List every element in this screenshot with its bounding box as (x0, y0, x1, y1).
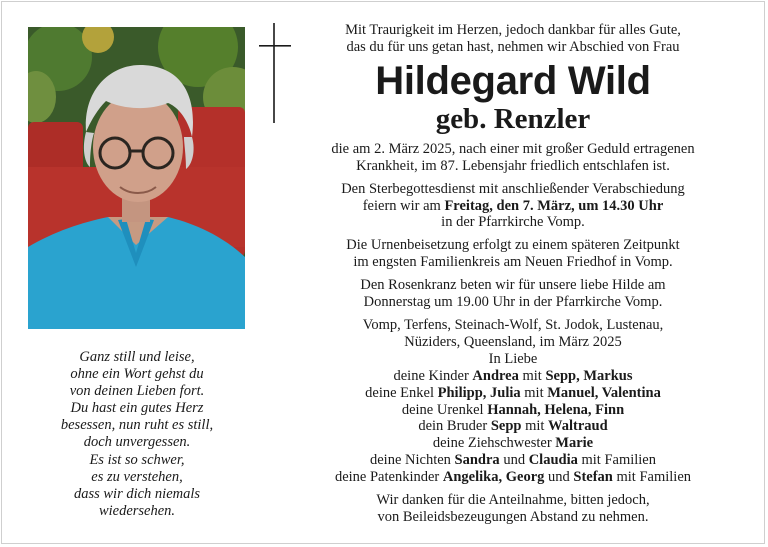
mourner-brother: dein Bruder Sepp mit Waltraud (418, 418, 608, 435)
service-line: Den Sterbegottesdienst mit anschließender Verabschiedung (341, 180, 685, 197)
poem-line: Es ist so schwer, (89, 451, 185, 468)
intro-line: Mit Traurigkeit im Herzen, jedoch dankbar für alles Gute, (345, 22, 681, 38)
notice-text (290, 22, 736, 526)
poem (22, 349, 252, 520)
service-line: feiern wir am Freitag, den 7. März, um 14.30 Uhr (362, 197, 664, 214)
mourner-foster-sister: deine Ziehschwester Marie (432, 435, 594, 452)
portrait-photo (28, 27, 245, 329)
poem-line: wiedersehen. (98, 502, 176, 519)
poem-line: Du hast ein gutes Herz (70, 400, 204, 417)
mourner-children: deine Kinder Andrea mit Sepp, Markus (393, 367, 633, 384)
poem-line: doch unvergessen. (83, 434, 191, 451)
service-line: in der Pfarrkirche Vomp. (441, 214, 585, 231)
thanks-line: Wir danken für die Anteilnahme, bitten jedoch, (376, 492, 650, 509)
mourner-nieces: deine Nichten Sandra und Claudia mit Familien (369, 452, 656, 469)
poem-line: dass wir dich niemals (73, 485, 201, 502)
places-line: Nüziders, Queensland, im März 2025 (404, 333, 622, 350)
urn-line: Die Urnenbeisetzung erfolgt zu einem späteren Zeitpunkt (346, 237, 680, 254)
thanks-line: von Beileidsbezeugungen Abstand zu nehmen. (377, 508, 649, 525)
mourner-godchildren: deine Patenkinder Angelika, Georg und Stefan mit Familien (334, 469, 692, 486)
service-date: Freitag, den 7. März, um 14.30 Uhr (444, 197, 664, 214)
rosary-line: Den Rosenkranz beten wir für unsere liebe Hilde am (360, 277, 666, 294)
poem-line: es zu verstehen, (91, 468, 183, 485)
death-notice-line: Krankheit, im 87. Lebensjahr friedlich entschlafen ist. (356, 157, 670, 174)
mourner-great-grandchildren: deine Urenkel Hannah, Helena, Finn (401, 401, 625, 418)
death-notice-line: die am 2. März 2025, nach einer mit großer Geduld ertragenen (331, 140, 695, 157)
poem-line: von deinen Lieben fort. (69, 383, 205, 400)
rosary-line: Donnerstag um 19.00 Uhr in der Pfarrkirche Vomp. (363, 294, 663, 311)
urn-line: im engsten Familienkreis am Neuen Friedhof in Vomp. (353, 254, 673, 271)
poem-line: besessen, nun ruht es still, (60, 417, 214, 434)
mourner-grandchildren: deine Enkel Philipp, Julia mit Manuel, Valentina (365, 384, 661, 401)
cross-icon (259, 23, 291, 123)
poem-line: Ganz still und leise, (79, 349, 195, 365)
deceased-name: Hildegard Wild (375, 58, 651, 103)
intro-line: das du für uns getan hast, nehmen wir Abschied von Frau (346, 38, 680, 55)
poem-line: ohne ein Wort gehst du (70, 366, 204, 383)
in-liebe: In Liebe (488, 350, 538, 367)
places-line: Vomp, Terfens, Steinach-Wolf, St. Jodok, Lustenau, (362, 316, 664, 333)
maiden-name: geb. Renzler (435, 102, 591, 135)
